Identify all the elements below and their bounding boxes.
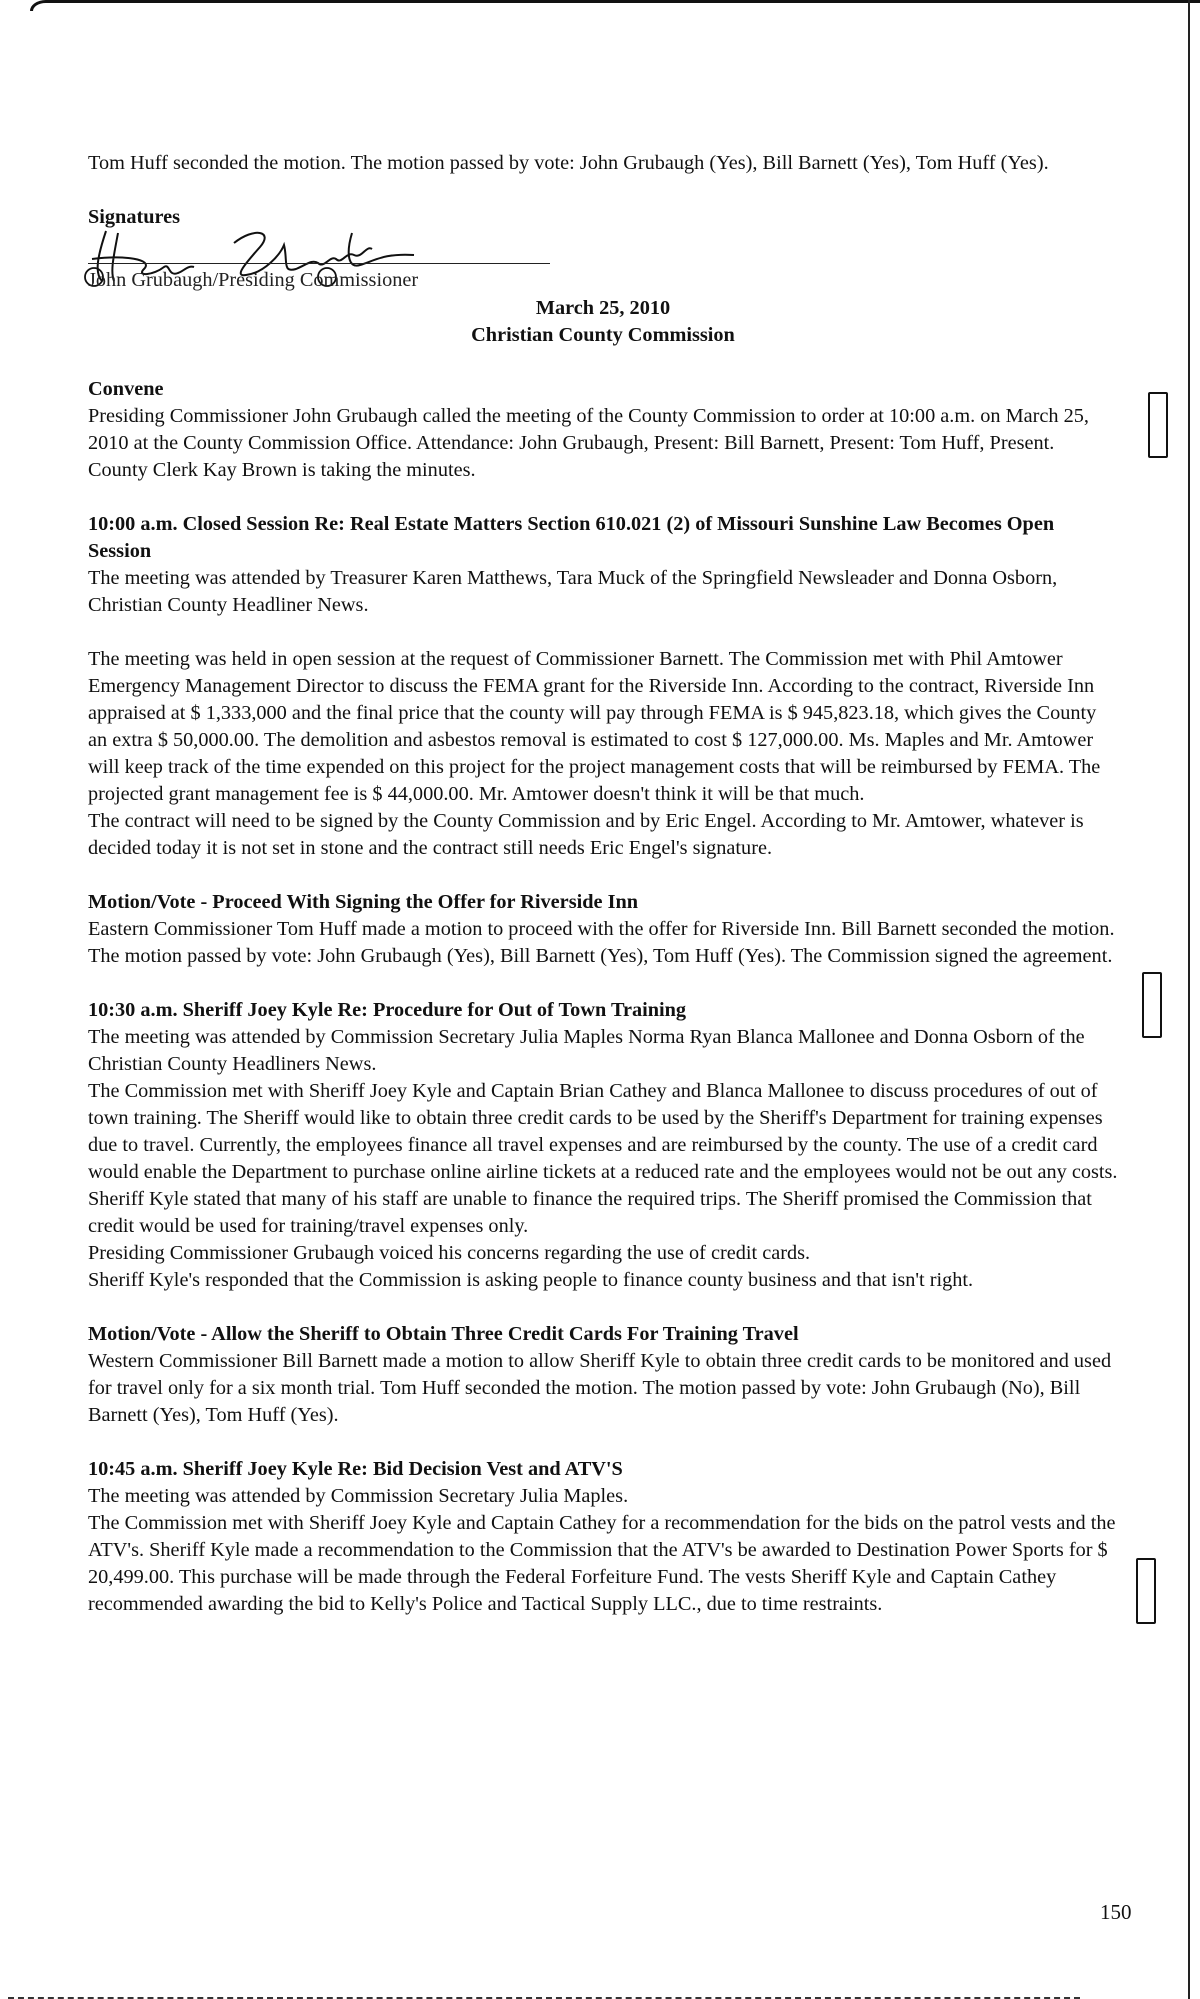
motion-credit-cards-heading: Motion/Vote - Allow the Sheriff to Obtain Three Credit Cards For Training Travel (88, 1323, 799, 1345)
scan-edge-bottom (8, 1987, 1080, 1999)
margin-bracket-mark (1136, 1558, 1156, 1624)
signature-caption: John Grubaugh/Presiding Commissioner (88, 269, 419, 291)
signature-block (88, 233, 1118, 295)
sheriff-training-text: The Commission met with Sheriff Joey Kyle and Captain Brian Cathey and Blanca Mallonee to discuss procedures of out of town training. The Sheriff would like to obtain three credit cards to be used by the Sheriff's Department for training expenses due to travel. Currently, the employees finance all travel expenses and are reimbursed by the county. The use of a credit card would enable the Department to purchase online airline tickets at a reduced rate and the employees would not be out any costs. Sheriff Kyle stated that many of his staff are unable to finance the required trips. The Sheriff promised the Commission that credit would be used for training/travel expenses only. (88, 1080, 1118, 1237)
scan-edge-top (30, 0, 1200, 11)
sheriff-training-text-3: Sheriff Kyle's responded that the Commission is asking people to finance county business and that isn't right. (88, 1269, 974, 1291)
prior-motion-result: Tom Huff seconded the motion. The motion passed by vote: John Grubaugh (Yes), Bill Barnett (Yes), Tom Huff (Yes). (88, 152, 1049, 174)
convene-heading: Convene (88, 378, 164, 400)
convene-text: Presiding Commissioner John Grubaugh called the meeting of the County Commission to order at 10:00 a.m. on March 25, 2010 at the County Commission Office. Attendance: John Grubaugh, Present: Bill Barnett, Present: Tom Huff, Present. County Clerk Kay Brown is taking the minutes. (88, 405, 1089, 481)
sheriff-bid-text: The Commission met with Sheriff Joey Kyle and Captain Cathey for a recommendation for the bids on the patrol vests and the ATV's. Sheriff Kyle made a recommendation to the Commission that the ATV's be awarded to Destination Power Sports for $ 20,499.00. This purchase will be made through the Federal Forfeiture Fund. The vests Sheriff Kyle and Captain Cathey recommended awarding the bid to Kelly's Police and Tactical Supply LLC., due to time restraints. (88, 1512, 1116, 1615)
sheriff-training-attendance: The meeting was attended by Commission Secretary Julia Maples Norma Ryan Blanca Mallonee and Donna Osborn of the Christian County Headliners News. (88, 1026, 1085, 1075)
signature-line (88, 263, 550, 264)
commission-title: Christian County Commission (471, 324, 735, 346)
sheriff-training-heading: 10:30 a.m. Sheriff Joey Kyle Re: Procedure for Out of Town Training (88, 999, 687, 1021)
sheriff-training-text-2: Presiding Commissioner Grubaugh voiced his concerns regarding the use of credit cards. (88, 1242, 811, 1264)
motion-riverside-text: Eastern Commissioner Tom Huff made a motion to proceed with the offer for Riverside Inn. Bill Barnett seconded the motion. The motion passed by vote: John Grubaugh (Yes), Bill Barnett (Yes), Tom Huff (Yes). The Commission signed the agreement. (88, 918, 1115, 967)
minutes-body (88, 150, 1118, 1618)
closed-session-attendance: The meeting was attended by Treasurer Karen Matthews, Tara Muck of the Springfield Newsleader and Donna Osborn, Christian County Headliner News. (88, 567, 1058, 616)
motion-credit-cards-text: Western Commissioner Bill Barnett made a motion to allow Sheriff Kyle to obtain three credit cards to be monitored and used for travel only for a six month trial. Tom Huff seconded the motion. The motion passed by vote: John Grubaugh (No), Bill Barnett (Yes), Tom Huff (Yes). (88, 1350, 1112, 1426)
sheriff-bid-attendance: The meeting was attended by Commission Secretary Julia Maples. (88, 1485, 629, 1507)
margin-bracket-mark (1142, 972, 1162, 1038)
sheriff-bid-heading: 10:45 a.m. Sheriff Joey Kyle Re: Bid Decision Vest and ATV'S (88, 1458, 623, 1480)
margin-bracket-mark (1148, 392, 1168, 458)
signatures-heading: Signatures (88, 206, 181, 228)
page-number: 150 (1100, 1900, 1132, 1924)
meeting-date: March 25, 2010 (535, 297, 671, 319)
closed-session-text: The meeting was held in open session at the request of Commissioner Barnett. The Commission met with Phil Amtower Emergency Management Director to discuss the FEMA grant for the Riverside Inn. According to the contract, Riverside Inn appraised at $ 1,333,000 and the final price that the county will pay through FEMA is $ 945,823.18, which gives the County an extra $ 50,000.00. The demolition and asbestos removal is estimated to cost $ 127,000.00. Ms. Maples and Mr. Amtower will keep track of the time expended on this project for the project management costs that will be reimbursed by FEMA. The projected grant management fee is $ 44,000.00. Mr. Amtower doesn't think it will be that much. (88, 648, 1101, 805)
scan-edge-right (1188, 0, 1190, 1999)
closed-session-heading: 10:00 a.m. Closed Session Re: Real Estate Matters Section 610.021 (2) of Missouri Sunshine Law Becomes Open Session (88, 513, 1055, 562)
closed-session-text-2: The contract will need to be signed by the County Commission and by Eric Engel. According to Mr. Amtower, whatever is decided today it is not set in stone and the contract still needs Eric Engel's signature. (88, 810, 1084, 859)
motion-riverside-heading: Motion/Vote - Proceed With Signing the Offer for Riverside Inn (88, 891, 639, 913)
